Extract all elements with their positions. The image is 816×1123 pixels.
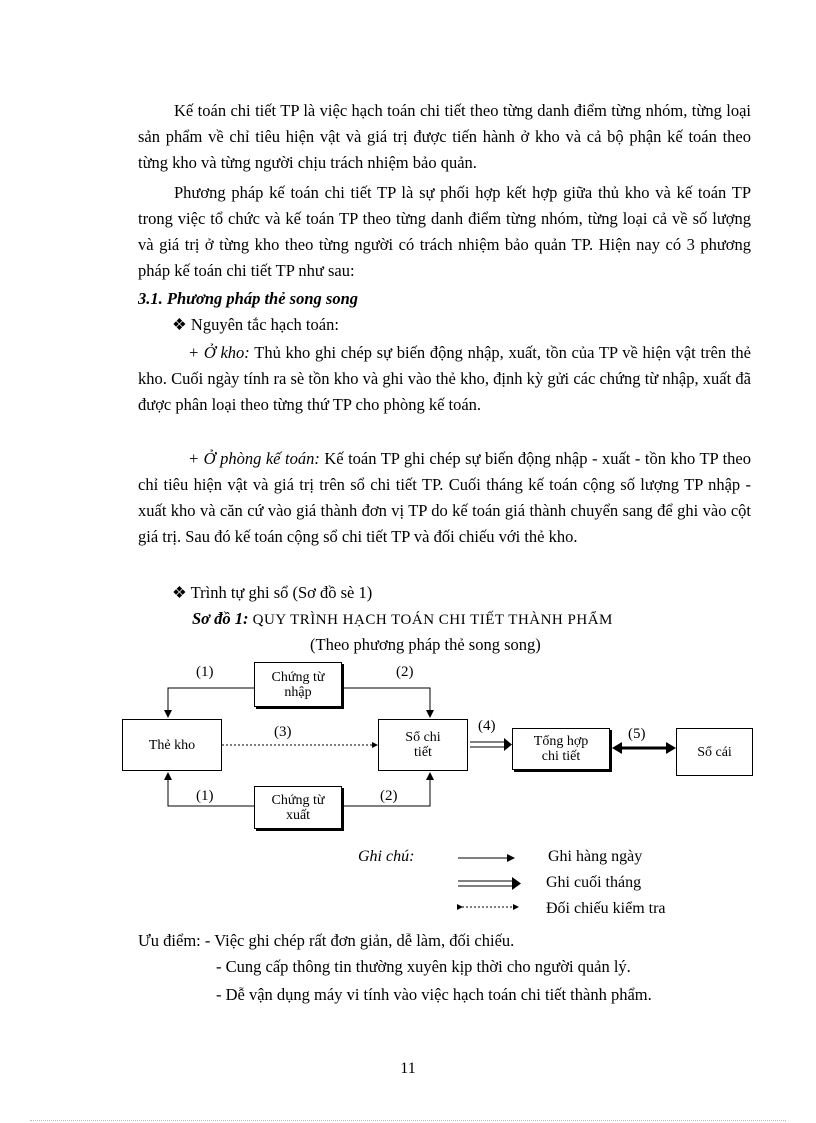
kho-text: Thủ kho ghi chép sự biến động nhập, xuất, tồn của TP về hiện vật trên thẻ kho. Cuối ngày tính ra sè tồn kho và ghi vào thẻ kho, định kỳ gửi các chứng từ nhập, xuất đã được phân loại theo từng thứ TP cho phòng kế toán. — [138, 343, 752, 414]
arrow-nhap-to-sochitiet — [342, 688, 430, 717]
arrow-nhap-to-thekho — [168, 688, 254, 717]
box-chung-tu-nhap: Chứng từ nhập — [254, 662, 342, 707]
diagram-subtitle: (Theo phương pháp thẻ song song) — [310, 635, 541, 654]
ketoan-lead: + Ở phòng kế toán: — [188, 449, 320, 468]
diagram-title-lead: Sơ đồ 1: — [192, 609, 249, 628]
diamond-bullet-icon: ❖ — [172, 315, 187, 334]
advantages-item-3: - Dễ vận dụng máy vi tính vào việc hạch toán chi tiết thành phẩm. — [216, 985, 652, 1004]
sequence-label: Trình tự ghi sổ (Sơ đồ sè 1) — [190, 583, 373, 602]
label-2-top: (2) — [396, 664, 414, 680]
diagram-title-text: QUY TRÌNH HẠCH TOÁN CHI TIẾT THÀNH PHẨM — [252, 612, 613, 628]
box-so-cai: Sổ cái — [676, 728, 753, 776]
box-tong-hop-chi-tiet: Tổng hợp chi tiết — [512, 728, 610, 770]
label-2-bottom: (2) — [380, 788, 398, 804]
legend-title: Ghi chú: — [358, 848, 415, 865]
label-5: (5) — [628, 726, 646, 742]
legend-check: Đối chiếu kiểm tra — [546, 900, 666, 917]
advantages-item-1: - Việc ghi chép rất đơn giản, dễ làm, đối chiếu. — [204, 931, 515, 950]
advantages-label: Ưu điểm: — [138, 931, 201, 950]
kho-lead: + Ở kho: — [188, 343, 250, 362]
arrow-check-5 — [666, 742, 676, 754]
label-4: (4) — [478, 718, 496, 734]
principle-label: Nguyên tắc hạch toán: — [190, 315, 339, 334]
legend-month-end: Ghi cuối tháng — [546, 874, 642, 891]
footer-divider — [30, 1120, 786, 1121]
section-heading: 3.1. Phương pháp thẻ song song — [138, 289, 359, 308]
ketoan-text: Kế toán TP ghi chép sự biến động nhập - xuất - tồn kho TP theo chỉ tiêu hiện vật và giá trị trên sổ chi tiết TP. Cuối tháng kế toán cộng số lượng TP nhập - xuất kho và căn cứ vào giá thành đơn vị TP do kế toán giá thành chuyển sang để ghi vào cột giá trị. Sau đó kế toán cộng sổ chi tiết TP và đối chiếu với thẻ kho. — [138, 449, 751, 546]
advantages-line-1 — [138, 928, 514, 954]
box-chung-tu-xuat: Chứng từ xuất — [254, 786, 342, 829]
label-1-bottom: (1) — [196, 788, 214, 804]
diamond-bullet-icon: ❖ — [172, 583, 187, 602]
box-the-kho: Thẻ kho — [122, 719, 222, 771]
legend-daily: Ghi hàng ngày — [548, 848, 643, 865]
box-so-chi-tiet: Sổ chi tiết — [378, 719, 468, 771]
advantages-item-2: - Cung cấp thông tin thường xuyên kịp thời cho người quản lý. — [216, 957, 631, 976]
label-3: (3) — [274, 724, 292, 740]
label-1-top: (1) — [196, 664, 214, 680]
page-number: 11 — [400, 1060, 416, 1077]
arrow-monthend-4 — [504, 738, 512, 751]
paragraph-intro: Kế toán chi tiết TP là việc hạch toán chi tiết theo từng danh điểm từng nhóm, từng loại sản phẩm về chỉ tiêu hiện vật và giá trị được tiến hành ở kho và cả bộ phận kế toán theo từng kho và từng người chịu trách nhiệm bảo quản. — [138, 101, 751, 172]
paragraph-method: Phương pháp kế toán chi tiết TP là sự phối hợp kết hợp giữa thủ kho và kế toán TP trong việc tổ chức và kế toán TP theo từng danh điểm từng nhóm, từng loại cả về số lượng và giá trị ở từng kho theo từng người có trách nhiệm bảo quản TP. Hiện nay có 3 phương pháp kế toán chi tiết TP như sau: — [138, 183, 751, 280]
